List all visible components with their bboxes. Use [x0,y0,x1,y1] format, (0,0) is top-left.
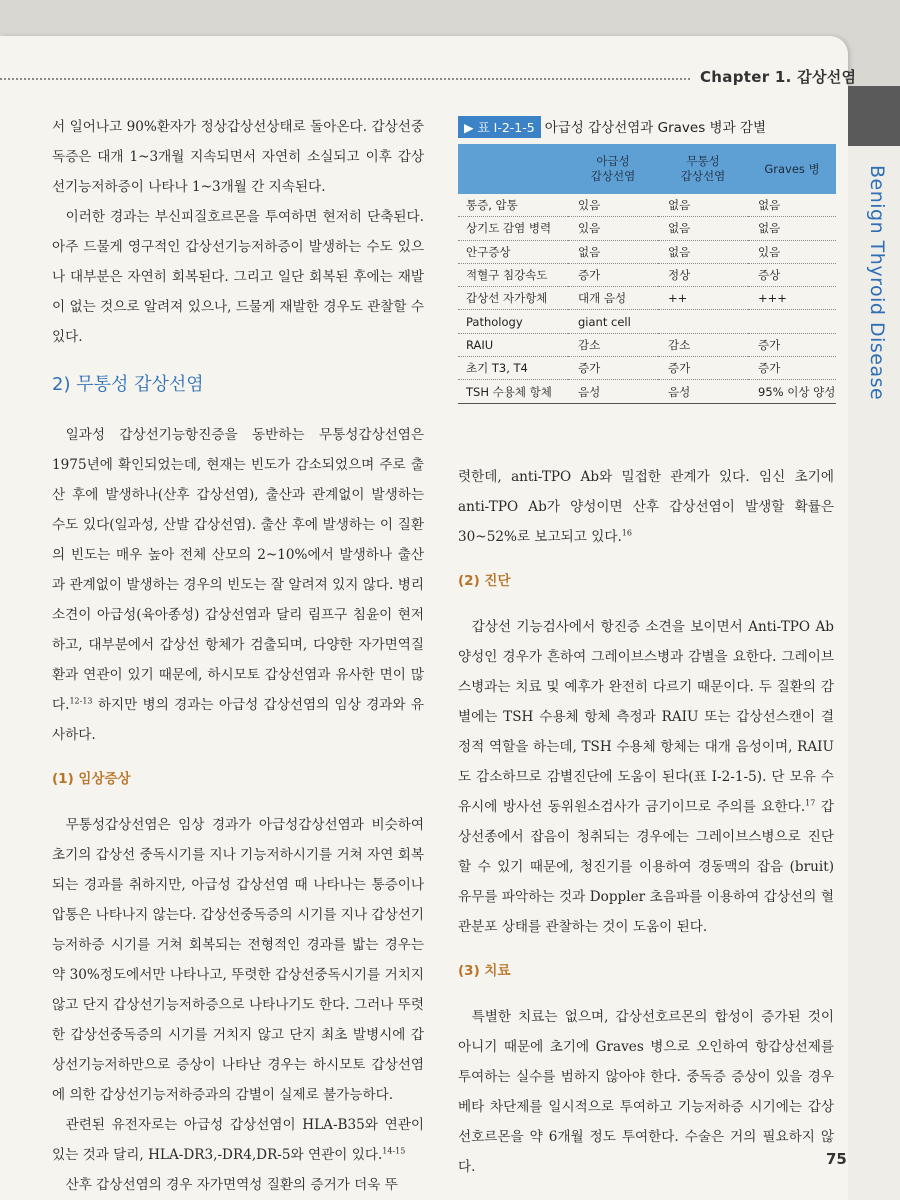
side-label: Benign Thyroid Disease [866,165,888,401]
table-row [458,380,836,403]
table-cell: 있음 [568,217,658,240]
table-row [458,287,836,310]
table-row [458,263,836,286]
table-cell [748,310,836,333]
table-cell: ++ [658,287,748,310]
right-column [458,462,834,1182]
paragraph: 무통성갑상선염은 임상 경과가 아급성갑상선염과 비슷하여 초기의 갑상선 중독시기를 지나 기능저하시기를 거쳐 자연 회복되는 경과를 취하지만, 아급성 갑상선염 때 나타나는 통증이나 압통은 나타나지 않는다. 갑상선중독증의 시기를 지나 갑상선기능저하증 시기를 거쳐 회복되는 전형적인 경과를 밟는 경우는 약 30%정도에서만 나타나고, 뚜렷한 갑상선중독시기를 거치지 않고 단지 갑상선기능저하증으로 나타나기도 한다. 그러나 뚜렷한 갑상선중독증의 시기를 거치지 않고 단지 최초 발병시에 갑상선기능저하만으로 증상이 나타난 경우는 하시모토 갑상선염에 의한 갑상선기능저하증과의 감별이 실제로 불가능하다. [52,817,424,1103]
table-cell: 있음 [568,194,658,217]
reference-marker: 14-15 [382,1146,406,1156]
table-cell: 없음 [658,240,748,263]
table-header-cell: 무통성 갑상선염 [658,144,748,194]
table-cell: 갑상선 자가항체 [458,287,568,310]
reference-marker: 16 [621,528,632,538]
paragraph-text: 관련된 유전자로는 아급성 갑상선염이 HLA-B35와 연관이 있는 것과 달리, HLA-DR3,-DR4,DR-5와 연관이 있다. [52,1117,424,1163]
table-cell: 증상 [748,263,836,286]
table-cell: 증가 [568,357,658,380]
table-row [458,217,836,240]
subsection-heading: (1) 임상증상 [52,771,131,787]
table-cell: 95% 이상 양성 [748,380,836,403]
reference-marker: 17 [805,798,816,808]
table-row [458,333,836,356]
table-cell: 대개 음성 [568,287,658,310]
paragraph-text: 갑상선 기능검사에서 항진증 소견을 보이면서 Anti-TPO Ab 양성인 경우가 흔하여 그레이브스병과 감별을 요한다. 그레이브스병과는 치료 및 예후가 완전히 다르기 때문이다. 두 질환의 감별에는 TSH 수용체 항체 측정과 RAIU 또는 갑상선스캔이 결정적 역할을 하는데, TSH 수용체 항체는 대개 음성이며, RAIU도 감소하므로 감별진단에 도움이 된다(표 I-2-1-5). 단 모유 수유시에 방사선 동위원소검사가 금기이므로 주의를 요한다. [458,619,834,815]
page-number: 75 [826,1150,847,1168]
table-cell: 없음 [748,194,836,217]
table-cell: 통증, 압통 [458,194,568,217]
table-header-cell [458,144,568,194]
table-cell: RAIU [458,333,568,356]
paragraph [52,1110,424,1170]
table-cell: 증가 [658,357,748,380]
table-row [458,357,836,380]
paragraph [458,462,834,552]
left-column [52,112,424,1200]
comparison-table [458,144,836,404]
table-cell: 있음 [748,240,836,263]
table-tag: ▶ 표 I-2-1-5 [458,116,541,138]
table-cell: 감소 [568,333,658,356]
subsection-heading: (2) 진단 [458,573,511,589]
table-cell: 음성 [658,380,748,403]
table-cell: +++ [748,287,836,310]
table-cell: 상기도 감염 병력 [458,217,568,240]
table-header-cell: 아급성 갑상선염 [568,144,658,194]
table-cell: 없음 [658,194,748,217]
paragraph-text: 갑상선종에서 잡음이 청취되는 경우에는 그레이브스병으로 진단할 수 있기 때문에, 청진기를 이용하여 경동맥의 잡음 (bruit) 유무를 파악하는 것과 Doppler 초음파를 이용하여 갑상선의 혈관분포 상태를 관찰하는 것이 도움이 된다. [458,799,834,935]
paragraph-text: 하지만 병의 경과는 아급성 갑상선염의 임상 경과와 유사하다. [52,697,424,743]
table-cell: 초기 T3, T4 [458,357,568,380]
table-cell: 증가 [748,333,836,356]
table-cell: 증가 [568,263,658,286]
table-cell: 증가 [748,357,836,380]
table-cell: 없음 [658,217,748,240]
table-cell: TSH 수용체 항체 [458,380,568,403]
table-cell: 감소 [658,333,748,356]
table-cell: 안구증상 [458,240,568,263]
header-divider [0,78,690,80]
table-row [458,194,836,217]
table-cell: 적혈구 침강속도 [458,263,568,286]
paragraph [52,420,424,750]
table-caption [458,116,838,138]
paragraph: 서 일어나고 90%환자가 정상갑상선상태로 돌아온다. 갑상선중독증은 대개 1~3개월 지속되면서 자연히 소실되고 이후 갑상선기능저하증이 나타나 1~3개월 간 지속된다. [52,119,424,195]
paragraph: 특별한 치료는 없으며, 갑상선호르몬의 합성이 증가된 것이 아니기 때문에 초기에 Graves 병으로 오인하여 항갑상선제를 투여하는 실수를 범하지 않아야 한다. 중독증 증상이 있을 경우 베타 차단제를 일시적으로 투여하고 기능저하증 시기에는 갑상선호르몬을 약 6개월 정도 투여한다. 수술은 거의 필요하지 않다. [458,1009,834,1175]
chapter-title: Chapter 1. 갑상선염 [700,68,857,86]
paragraph: 이러한 경과는 부신피질호르몬을 투여하면 현저히 단축된다. 아주 드물게 영구적인 갑상선기능저하증이 발생하는 수도 있으나 대부분은 자연히 회복된다. 그리고 일단 회복된 후에는 재발이 없는 것으로 알려져 있으나, 드물게 재발한 경우도 관찰할 수 있다. [52,209,424,345]
table-cell [658,310,748,333]
reference-marker: 12-13 [69,696,93,706]
table-row [458,240,836,263]
table-cell: 정상 [658,263,748,286]
paragraph [458,612,834,942]
table-header-cell: Graves 병 [748,144,836,194]
table-cell: giant cell [568,310,658,333]
paragraph-text: 렷한데, anti-TPO Ab와 밀접한 관계가 있다. 임신 초기에 anti-TPO Ab가 양성이면 산후 갑상선염이 발생할 확률은 30~52%로 보고되고 있다. [458,469,834,545]
table-cell: 없음 [568,240,658,263]
table-cell: 없음 [748,217,836,240]
section-heading: 2) 무통성 갑상선염 [52,374,204,395]
subsection-heading: (3) 치료 [458,963,511,979]
table-header-row [458,144,836,194]
table-row [458,310,836,333]
table-cell: 음성 [568,380,658,403]
paragraph-text: 일과성 갑상선기능항진증을 동반하는 무통성갑상선염은 1975년에 확인되었는데, 현재는 빈도가 감소되었으며 주로 출산 후에 발생하나(산후 갑상선염), 출산과 관계없이 발생하는 수도 있다(일과성, 산발 갑상선염). 출산 후에 발생하는 이 질환의 빈도는 매우 높아 전체 산모의 2~10%에서 발생하나 출산과 관계없이 발생하는 경우의 빈도는 잘 알려져 있지 않다. 병리소견이 아급성(육아종성) 갑상선염과 달리 림프구 침윤이 현저하고, 대부분에서 갑상선 항체가 검출되며, 다양한 자가면역질환과 연관이 있기 때문에, 하시모토 갑상선염과 유사한 면이 많다. [52,427,424,713]
table-caption-text: 아급성 갑상선염과 Graves 병과 감별 [544,120,766,136]
chapter-side-marker [848,86,900,146]
table-cell: Pathology [458,310,568,333]
paragraph: 산후 갑상선염의 경우 자가면역성 질환의 증거가 더욱 뚜 [65,1177,398,1193]
